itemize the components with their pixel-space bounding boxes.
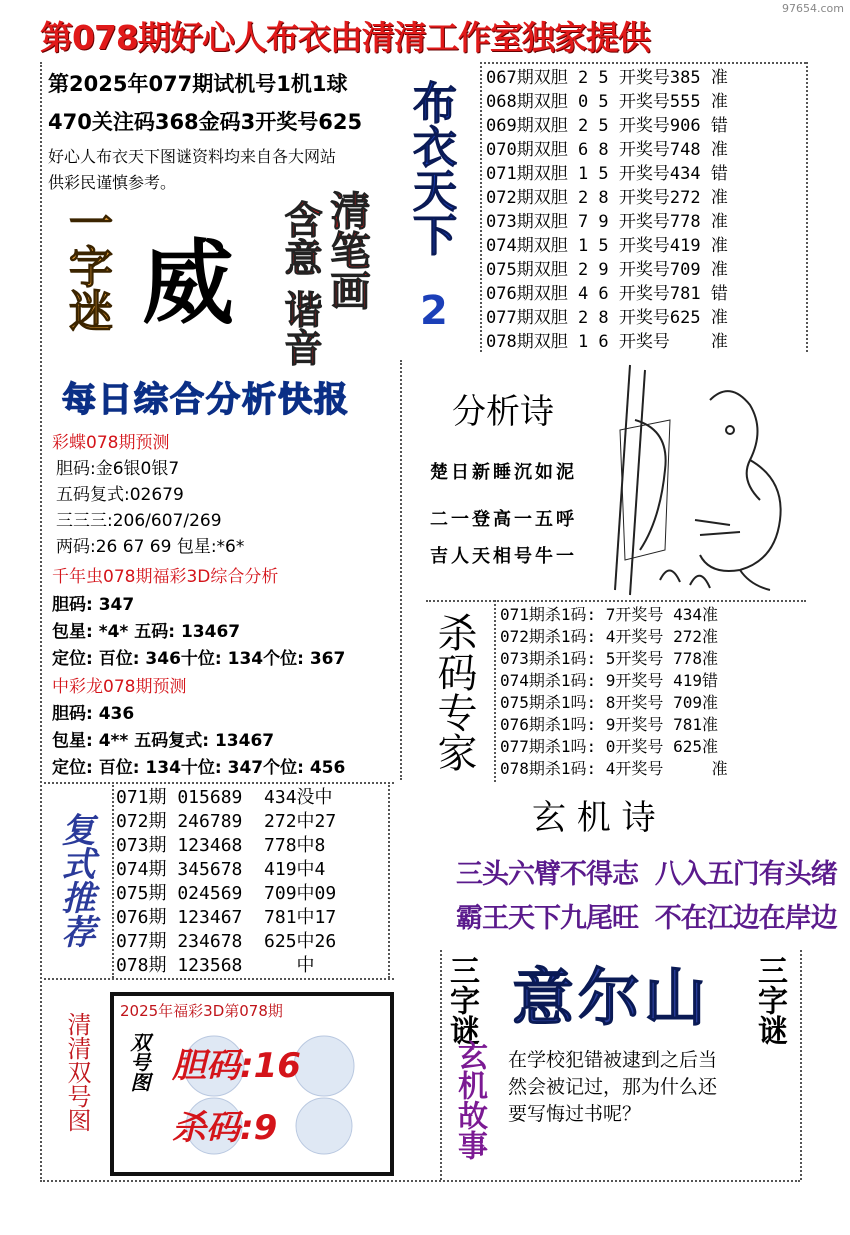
shama-label: 杀码专家 (431, 612, 477, 772)
shuangdan-row: 068期双胆 0 5 开奖号555 准 (486, 92, 728, 112)
fushi-row: 071期 015689 434没中 (116, 787, 333, 808)
caidie-line-4: 两码:26 67 69 包星:*6* (56, 537, 245, 557)
poem-line-1: 楚日新睡沉如泥 (430, 462, 577, 483)
trial-note-2: 供彩民谨慎参考。 (48, 173, 177, 192)
border-fushi-top (44, 782, 394, 784)
xuanji-story-line-3: 要写悔过书呢？ (508, 1103, 642, 1125)
shuanghao-box (110, 992, 394, 1176)
shama-row: 073期杀1码: 5开奖号 778准 (500, 649, 718, 668)
border-fushi-bottom (44, 978, 394, 980)
xuanji-poem-line-2: 霸王天下九尾旺 不在江边在岸边 (456, 903, 837, 934)
trial-line-1: 第2025年077期试机号1机1球 (48, 72, 348, 96)
shuangdan-row: 074期双胆 1 5 开奖号419 准 (486, 236, 728, 256)
caidie-title: 彩蝶078期预测 (52, 433, 170, 453)
riddle-right-col2: 含意 (278, 200, 322, 276)
xuanji-story-line-1: 在学校犯错被逮到之后当 (508, 1049, 718, 1071)
divider-shuangdan (480, 62, 482, 352)
fushi-row: 075期 024569 709中09 (116, 883, 337, 904)
shuangdan-row: 077期双胆 2 8 开奖号625 准 (486, 308, 728, 328)
shuanghao-sha: 杀码:9 (172, 1108, 278, 1148)
zcl-line-1: 胆码: 436 (52, 704, 135, 724)
sanzimi-right: 三字谜 (752, 955, 787, 1045)
divider-shama (494, 600, 496, 782)
caidie-line-2: 五码复式:02679 (56, 485, 184, 505)
qnc-title: 千年虫078期福彩3D综合分析 (52, 567, 279, 587)
shama-row: 077期杀1吗: 0开奖号 625准 (500, 737, 718, 756)
shuangdan-list (486, 66, 728, 354)
shama-row: 076期杀1吗: 9开奖号 781准 (500, 715, 718, 734)
shuangdan-row: 071期双胆 1 5 开奖号434 错 (486, 164, 728, 184)
shuangdan-row: 073期双胆 7 9 开奖号778 准 (486, 212, 728, 232)
zcl-line-3: 定位: 百位: 134十位: 347个位: 456 (52, 758, 346, 778)
shuangdan-row: 076期双胆 4 6 开奖号781 错 (486, 284, 728, 304)
divider-middle (400, 360, 402, 780)
shuangdan-row: 078期双胆 1 6 开奖号 准 (486, 332, 728, 352)
riddle-right-col3: 谐音 (278, 290, 322, 366)
qnc-line-3: 定位: 百位: 346十位: 134个位: 367 (52, 649, 346, 669)
fushi-row: 078期 123568 中 (116, 955, 315, 976)
zcl-title: 中彩龙078期预测 (52, 677, 187, 697)
fushi-label: 复式推荐 (55, 812, 95, 948)
shuanghao-side: 双号图 (127, 1032, 151, 1092)
shuanghao-label: 清清双号图 (63, 1012, 91, 1132)
right-border-top (806, 62, 808, 352)
fushi-row: 073期 123468 778中8 (116, 835, 326, 856)
trial-line-2: 470关注码368金码3开奖号625 (48, 110, 363, 134)
fushi-row: 072期 246789 272中27 (116, 811, 337, 832)
qnc-line-2: 包星: *4* 五码: 13467 (52, 622, 241, 642)
border-shama-top (426, 600, 806, 602)
brand-number: 2 (420, 288, 448, 334)
sanzimi-left: 三字谜 (444, 955, 479, 1045)
poem-title: 分析诗 (452, 392, 554, 432)
rabbit-sketch-illustration (600, 360, 810, 600)
bottom-border (40, 1180, 800, 1182)
shama-row: 071期杀1码: 7开奖号 434准 (500, 605, 718, 624)
caidie-line-3: 三三三:206/607/269 (56, 511, 222, 531)
fushi-row: 074期 345678 419中4 (116, 859, 326, 880)
sanzimi-answer: 意尔山 (512, 961, 711, 1034)
fushi-row: 076期 123467 781中17 (116, 907, 337, 928)
xuanji-story-label: 玄机故事 (452, 1040, 487, 1160)
shuangdan-row: 075期双胆 2 9 开奖号709 准 (486, 260, 728, 280)
riddle-big-char: 威 (142, 229, 235, 337)
brand-vertical: 布衣天下 (405, 80, 456, 256)
fushi-list (116, 786, 336, 978)
border-fushi-right (388, 782, 390, 978)
shama-row: 074期杀1码: 9开奖号 419错 (500, 671, 718, 690)
left-border (40, 62, 42, 1182)
zcl-line-2: 包星: 4** 五码复式: 13467 (52, 731, 275, 751)
shuangdan-row: 069期双胆 2 5 开奖号906 错 (486, 116, 728, 136)
xuanji-poem-line-1: 三头六臂不得志 八入五门有头绪 (456, 859, 837, 890)
site-watermark: 97654.com (782, 2, 844, 15)
divider-fushi (112, 782, 114, 978)
riddle-left-label: 一字迷 (61, 200, 112, 332)
qnc-line-1: 胆码: 347 (52, 595, 135, 615)
xuanji-story-line-2: 然会被记过，那为什么还 (508, 1076, 718, 1098)
shuangdan-row: 072期双胆 2 8 开奖号272 准 (486, 188, 728, 208)
shuangdan-row: 067期双胆 2 5 开奖号385 准 (486, 68, 728, 88)
shama-row: 075期杀1吗: 8开奖号 709准 (500, 693, 718, 712)
xuanji-poem-title: 玄 机 诗 (532, 798, 656, 838)
poem-line-3: 吉人天相号牛一 (430, 546, 577, 567)
shama-row: 078期杀1码: 4开奖号 准 (500, 759, 728, 778)
fushi-row: 077期 234678 625中26 (116, 931, 337, 952)
shuanghao-header: 2025年福彩3D第078期 (120, 1002, 283, 1020)
daily-banner: 每日综合分析快报 (62, 380, 350, 420)
shuangdan-row: 070期双胆 6 8 开奖号748 准 (486, 140, 728, 160)
page-title: 第078期好心人布衣由清清工作室独家提供 (40, 18, 650, 57)
divider-bottom-left (440, 950, 442, 1180)
poem-line-2: 二一登高一五呼 (430, 509, 577, 530)
riddle-right-col1: 清笔画 (324, 190, 370, 310)
border-bottom-right (800, 950, 802, 1180)
shuanghao-dan: 胆码:16 (172, 1046, 301, 1086)
top-border-right (484, 62, 806, 64)
shama-row: 072期杀1码: 4开奖号 272准 (500, 627, 718, 646)
shama-list (500, 604, 728, 780)
trial-note-1: 好心人布衣天下图谜资料均来自各大网站 (48, 147, 337, 166)
caidie-line-1: 胆码:金6银0银7 (56, 459, 180, 479)
